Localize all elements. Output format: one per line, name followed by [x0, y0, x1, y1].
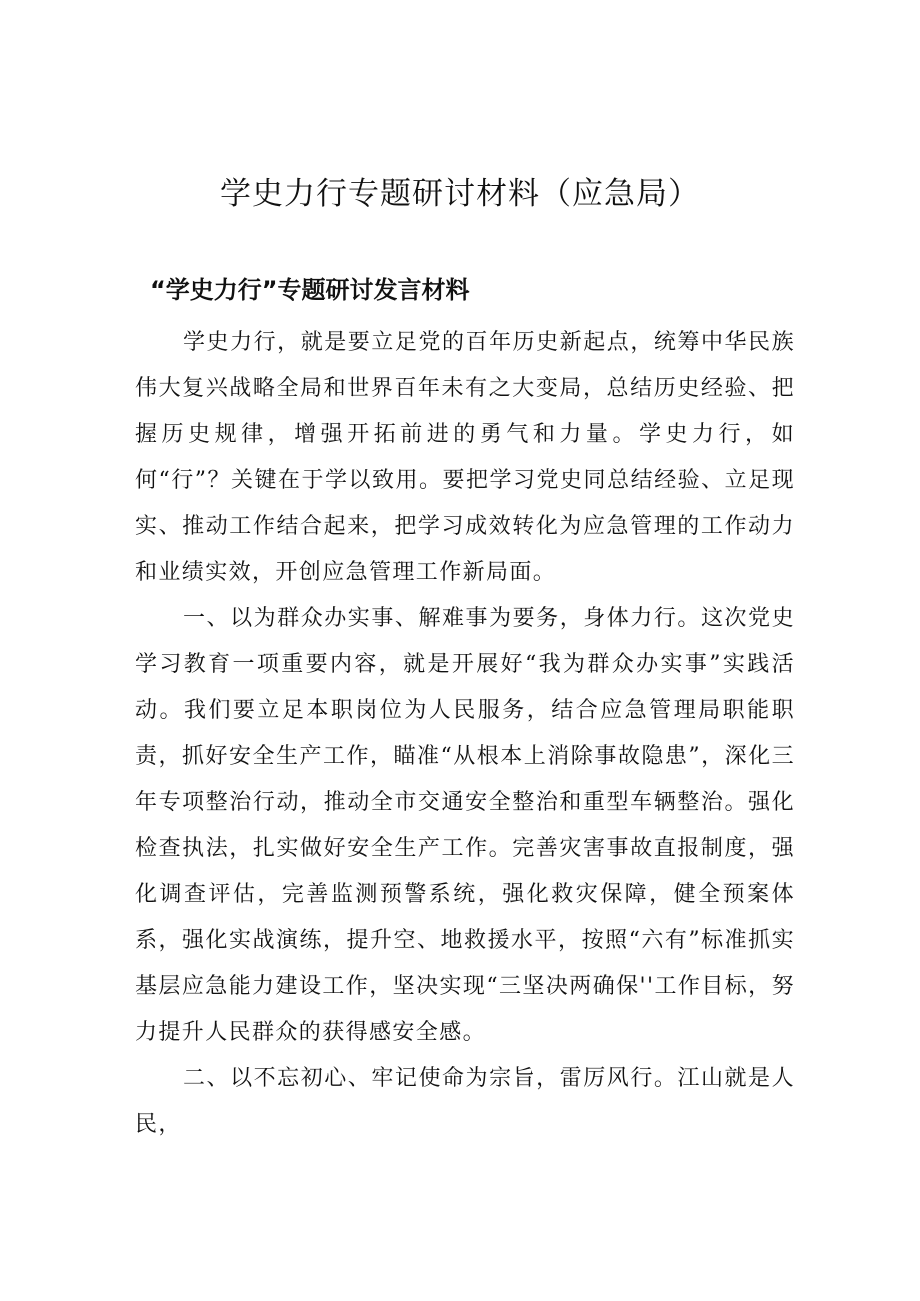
paragraph-point-one: 一、以为群众办实事、解难事为要务，身体力行。这次党史学习教育一项重要内容，就是开展好“我为群众办实事”实践活动。我们要立足本职岗位为人民服务，结合应急管理局职能职责，抓好安全生产工作，瞄准“从根本上消除事故隐患”，深化三年专项整治行动，推动全市交通安全整治和重型车辆整治。强化检查执法，扎实做好安全生产工作。完善灾害事故直报制度，强化调查评估，完善监测预警系统，强化救灾保障，健全预案体系，强化实战演练，提升空、地救援水平，按照“六有”标准抓实基层应急能力建设工作，坚决实现“三坚决两确保''工作目标，努力提升人民群众的获得感安全感。 [135, 606, 795, 1045]
section-heading: “学史力行”专题研讨发言材料 [150, 276, 470, 304]
paragraph-intro: 学史力行，就是要立足党的百年历史新起点，统筹中华民族伟大复兴战略全局和世界百年未有之大变局，总结历史经验、把握历史规律，增强开拓前进的勇气和力量。学史力行，如何“行”？关键在于学以致用。要把学习党史同总结经验、立足现实、推动工作结合起来，把学习成效转化为应急管理的工作动力和业绩实效，开创应急管理工作新局面。 [135, 330, 795, 585]
paragraph-point-two: 二、以不忘初心、牢记使命为宗旨，雷厉风行。江山就是人民， [135, 1066, 795, 1137]
document-title: 学史力行专题研讨材料（应急局） [220, 176, 700, 212]
body-text [135, 320, 795, 1148]
